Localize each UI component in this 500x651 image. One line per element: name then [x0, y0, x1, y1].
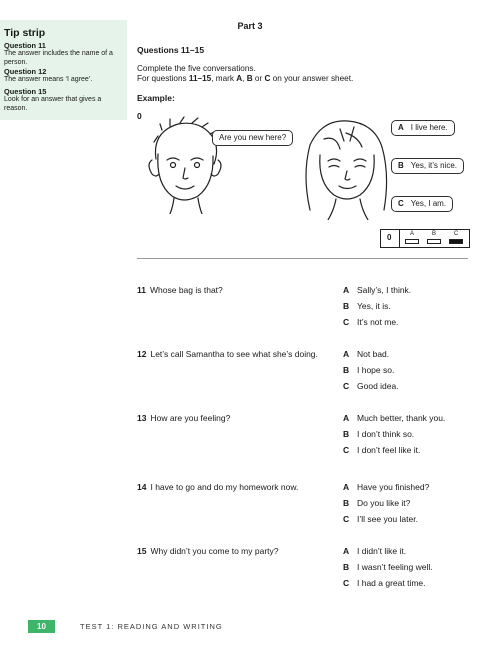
answer-mark-b	[427, 239, 441, 244]
question-12-option-a	[343, 349, 389, 359]
option-letter: C	[343, 317, 350, 327]
question-text: How are you feeling?	[150, 413, 231, 423]
question-13-option-c	[343, 445, 420, 455]
tip-item-heading: Question 11	[4, 41, 46, 50]
question-11-option-b	[343, 301, 391, 311]
question-14	[137, 482, 298, 492]
tip-item	[4, 42, 126, 67]
question-text: Why didn’t you come to my party?	[150, 546, 279, 556]
option-text: Do you like it?	[357, 498, 411, 508]
question-11-option-a	[343, 285, 411, 295]
question-14-option-a	[343, 482, 429, 492]
option-letter: A	[343, 285, 350, 295]
option-text: Yes, it is.	[357, 301, 391, 311]
answer-box-number: 0	[387, 233, 392, 242]
option-text: Much better, thank you.	[357, 413, 446, 423]
question-number: 13	[137, 413, 147, 423]
answer-box-letter-a: A	[409, 231, 414, 237]
question-15	[137, 546, 279, 556]
option-text: I don’t think so.	[357, 429, 415, 439]
option-text: Not bad.	[357, 349, 390, 359]
example-option-a: A I live here.	[391, 120, 455, 136]
option-text: I don’t feel like it.	[357, 445, 421, 455]
instruction-line-1: Complete the five conversations.	[137, 64, 256, 73]
option-letter: B	[343, 498, 350, 508]
option-letter: A	[343, 349, 350, 359]
option-letter: C	[343, 445, 350, 455]
tip-item-text: The answer means ‘I agree’.	[4, 76, 93, 84]
question-13	[137, 413, 230, 423]
tip-item-heading: Question 12	[4, 67, 47, 76]
question-number: 11	[137, 285, 146, 295]
answer-box-divider	[399, 230, 400, 247]
question-13-option-a	[343, 413, 445, 423]
questions-heading: Questions 11–15	[137, 45, 205, 55]
question-13-option-b	[343, 429, 414, 439]
option-text: I didn’t like it.	[357, 546, 407, 556]
question-14-option-b	[343, 498, 410, 508]
question-14-option-c	[343, 514, 418, 524]
instruction-line-2: For questions 11–15, mark A, B or C on your answer sheet.	[137, 74, 354, 83]
example-number: 0	[137, 111, 142, 121]
option-text: It’s not me.	[357, 317, 399, 327]
tip-item-heading: Question 15	[4, 87, 47, 96]
option-text: I had a great time.	[357, 578, 426, 588]
option-letter: C	[343, 578, 350, 588]
question-11	[137, 285, 223, 295]
girl-illustration	[300, 115, 395, 220]
option-text: I wasn’t feeling well.	[357, 562, 433, 572]
question-11-option-c	[343, 317, 398, 327]
part-title: Part 3	[237, 21, 263, 31]
option-letter: B	[343, 365, 350, 375]
option-letter: B	[343, 301, 350, 311]
answer-mark-a	[405, 239, 419, 244]
answer-mark-c	[449, 239, 463, 244]
example-answer-box	[380, 229, 470, 248]
page-number-badge: 10	[28, 620, 55, 633]
option-text: I hope so.	[357, 365, 395, 375]
tip-item	[4, 88, 126, 113]
option-text: Sally’s, I think.	[357, 285, 412, 295]
option-letter: A	[343, 482, 350, 492]
example-label: Example:	[137, 93, 175, 103]
question-15-option-b	[343, 562, 433, 572]
question-12	[137, 349, 318, 359]
option-letter: A	[343, 413, 350, 423]
option-letter: B	[343, 562, 350, 572]
answer-box-letter-c: C	[453, 231, 459, 237]
example-option-c: C Yes, I am.	[391, 196, 453, 212]
option-text: Good idea.	[357, 381, 399, 391]
tip-item-text: The answer includes the name of a person.	[4, 50, 113, 66]
tip-strip-title: Tip strip	[4, 27, 46, 39]
option-letter: B	[343, 429, 350, 439]
question-text: Whose bag is that?	[150, 285, 223, 295]
example-question-bubble: Are you new here?	[212, 130, 293, 146]
question-12-option-b	[343, 365, 394, 375]
question-15-option-a	[343, 546, 406, 556]
answer-box-letter-b: B	[431, 231, 436, 237]
option-text: Have you finished?	[357, 482, 430, 492]
question-number: 14	[137, 482, 147, 492]
tip-item-text: Look for an answer that gives a reason.	[4, 96, 102, 112]
boy-illustration	[140, 114, 230, 214]
question-text: Let’s call Samantha to see what she’s doing.	[150, 349, 318, 359]
section-divider	[137, 258, 468, 259]
option-letter: C	[343, 381, 350, 391]
question-number: 12	[137, 349, 147, 359]
option-letter: C	[343, 514, 350, 524]
question-12-option-c	[343, 381, 399, 391]
question-text: I have to go and do my homework now.	[150, 482, 299, 492]
tip-item	[4, 68, 126, 85]
question-number: 15	[137, 546, 147, 556]
question-15-option-c	[343, 578, 426, 588]
option-text: I’ll see you later.	[357, 514, 418, 524]
example-option-b: B Yes, it’s nice.	[391, 158, 464, 174]
option-letter: A	[343, 546, 350, 556]
footer-text: TEST 1: READING AND WRITING	[80, 622, 223, 631]
tip-strip	[0, 20, 127, 120]
